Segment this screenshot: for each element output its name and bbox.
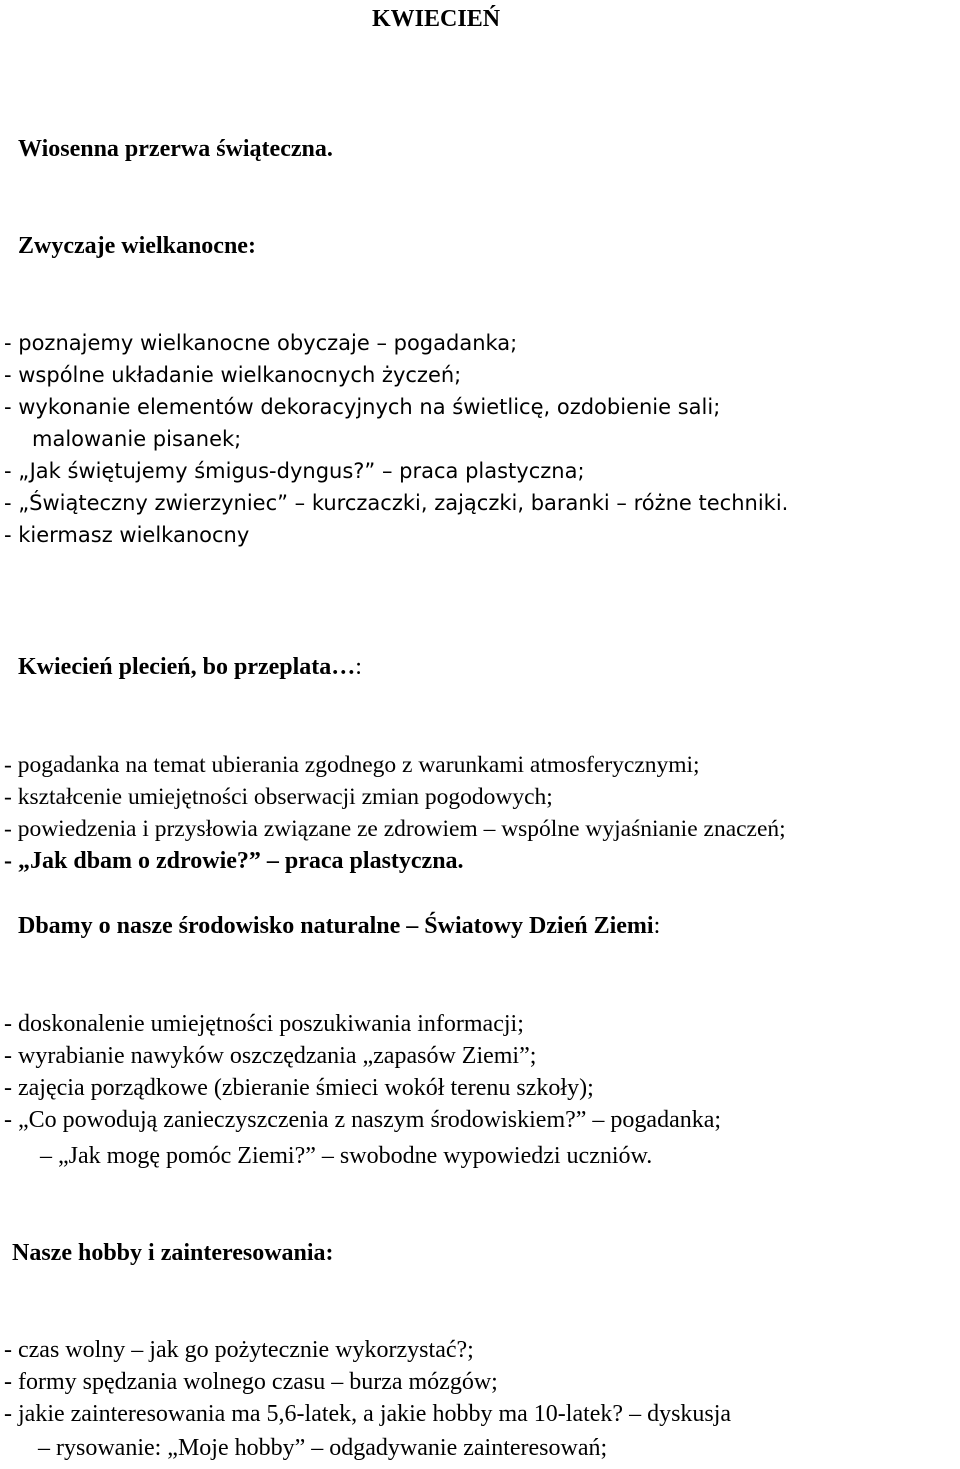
list-item: - zajęcia porządkowe (zbieranie śmieci wokół terenu szkoły);	[4, 1075, 594, 1101]
section-heading-weather	[18, 654, 362, 681]
page-title: KWIECIEŃ	[372, 6, 501, 32]
list-item: - kiermasz wielkanocny	[4, 523, 250, 547]
list-item: - powiedzenia i przysłowia związane ze zdrowiem – wspólne wyjaśnianie znaczeń;	[4, 816, 786, 842]
section-heading-earth-day-text: Dbamy o nasze środowisko naturalne – Światowy Dzień Ziemi	[18, 913, 654, 939]
list-item: - czas wolny – jak go pożytecznie wykorzystać?;	[4, 1337, 474, 1363]
heading-colon: :	[355, 654, 362, 680]
section-heading-hobbies: Nasze hobby i zainteresowania:	[12, 1240, 334, 1266]
list-item: – rysowanie: „Moje hobby” – odgadywanie zainteresowań;	[38, 1435, 608, 1461]
list-item: - doskonalenie umiejętności poszukiwania informacji;	[4, 1011, 524, 1037]
list-item: - „Co powodują zanieczyszczenia z naszym środowiskiem?” – pogadanka;	[4, 1107, 722, 1133]
list-item: - wspólne układanie wielkanocnych życzeń;	[4, 363, 462, 387]
list-item: malowanie pisanek;	[32, 427, 242, 451]
list-item: - formy spędzania wolnego czasu – burza mózgów;	[4, 1369, 498, 1395]
section-heading-earth-day	[18, 913, 660, 940]
list-item: - wyrabianie nawyków oszczędzania „zapasów Ziemi”;	[4, 1043, 537, 1069]
section-heading-spring-break: Wiosenna przerwa świąteczna.	[18, 136, 333, 162]
list-item: - „Świąteczny zwierzyniec” – kurczaczki, zajączki, baranki – różne techniki.	[4, 491, 789, 515]
list-item: - poznajemy wielkanocne obyczaje – pogadanka;	[4, 331, 518, 355]
heading-colon: :	[653, 913, 661, 939]
list-item: - „Jak świętujemy śmigus-dyngus?” – praca plastyczna;	[4, 459, 585, 483]
list-item: - jakie zainteresowania ma 5,6-latek, a jakie hobby ma 10-latek? – dyskusja	[4, 1401, 732, 1427]
section-heading-easter-customs: Zwyczaje wielkanocne:	[18, 233, 256, 259]
list-item: - pogadanka na temat ubierania zgodnego z warunkami atmosferycznymi;	[4, 752, 700, 778]
section-heading-weather-text: Kwiecień plecień, bo przeplata…	[18, 654, 356, 680]
list-item: – „Jak mogę pomóc Ziemi?” – swobodne wypowiedzi uczniów.	[40, 1143, 653, 1169]
list-item: - „Jak dbam o zdrowie?” – praca plastyczna.	[4, 848, 464, 874]
list-item: - kształcenie umiejętności obserwacji zmian pogodowych;	[4, 784, 553, 810]
list-item: - wykonanie elementów dekoracyjnych na świetlicę, ozdobienie sali;	[4, 395, 721, 419]
